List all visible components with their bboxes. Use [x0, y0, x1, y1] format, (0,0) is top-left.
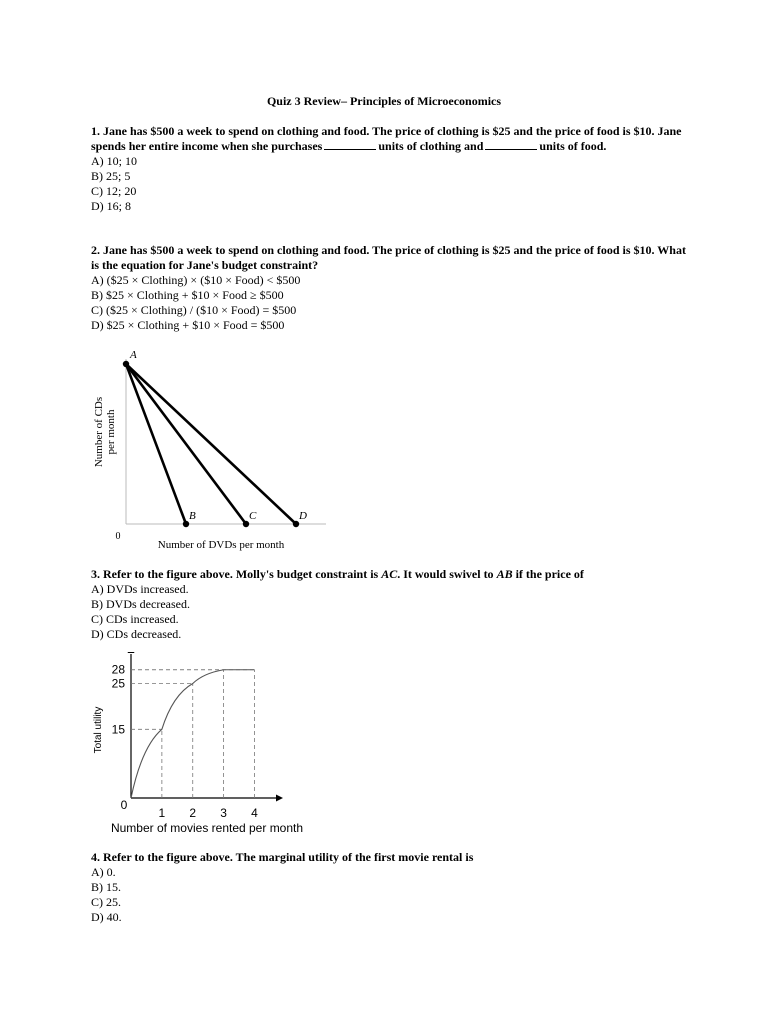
x-tick-label: 2 [189, 806, 197, 820]
option: D) $25 × Clothing + $10 × Food = $500 [91, 318, 285, 332]
question-1 [91, 124, 691, 214]
x-tick-label: 3 [220, 806, 227, 820]
x-axis-arrow [276, 795, 283, 802]
option: C) CDs increased. [91, 612, 179, 626]
y-tick-label: 25 [111, 676, 125, 691]
total-utility-figure [86, 652, 312, 842]
point-a [123, 361, 129, 367]
y-axis-label: Number of CDsper month [93, 396, 117, 468]
question-3-stem: 3. Refer to the figure above. Molly's budget constraint is AC. It would swivel to AB if the price of [91, 567, 584, 581]
option: A) 10; 10 [91, 154, 137, 168]
question-4 [91, 850, 691, 925]
x-axis-label: Number of movies rented per month [110, 821, 304, 835]
point-label-d: D [299, 510, 307, 522]
question-4-stem: 4. Refer to the figure above. The marginal utility of the first movie rental is [91, 850, 474, 864]
y-axis-arrow [128, 652, 135, 653]
point-label-a: A [130, 349, 137, 361]
y-tick-label: 15 [111, 722, 125, 737]
option: C) 12; 20 [91, 184, 137, 198]
x-tick-label: 1 [158, 806, 166, 820]
budget-line-ab [126, 364, 186, 524]
option: D) 16; 8 [91, 199, 131, 213]
origin-label: 0 [120, 798, 128, 812]
option: B) 15. [91, 880, 121, 894]
question-3 [91, 567, 691, 642]
budget-line-ad [126, 364, 296, 524]
question-2 [91, 243, 691, 333]
option: D) CDs decreased. [91, 627, 182, 641]
point-label-c: C [249, 510, 257, 522]
origin-label: 0 [115, 531, 121, 542]
point-label-b: B [189, 510, 196, 522]
answer-blank-2 [485, 139, 537, 150]
page-title: Quiz 3 Review– Principles of Microeconomics [266, 94, 502, 108]
answer-blank-1 [324, 139, 376, 150]
y-axis-label: Total utility [93, 706, 104, 754]
budget-line-ac [126, 364, 246, 524]
x-tick-label: 4 [251, 806, 258, 820]
option: C) ($25 × Clothing) / ($10 × Food) = $500 [91, 303, 297, 317]
option: B) DVDs decreased. [91, 597, 190, 611]
question-1-stem: 1. Jane has $500 a week to spend on clothing and food. The price of clothing is $25 and the price of food is $10. Jane spends her entire income when she purchases units of clothing and units of food. [91, 124, 682, 153]
option: B) $25 × Clothing + $10 × Food ≥ $500 [91, 288, 284, 302]
x-axis-label: Number of DVDs per month [157, 539, 285, 551]
option: A) ($25 × Clothing) × ($10 × Food) < $500 [91, 273, 301, 287]
question-2-stem: 2. Jane has $500 a week to spend on clothing and food. The price of clothing is $25 and the price of food is $10. What is the equation for Jane's budget constraint? [91, 243, 686, 272]
budget-constraint-figure [88, 345, 328, 555]
option: B) 25; 5 [91, 169, 131, 183]
y-tick-label: 28 [111, 662, 125, 677]
option: C) 25. [91, 895, 121, 909]
option: A) 0. [91, 865, 116, 879]
option: D) 40. [91, 910, 122, 924]
option: A) DVDs increased. [91, 582, 189, 596]
